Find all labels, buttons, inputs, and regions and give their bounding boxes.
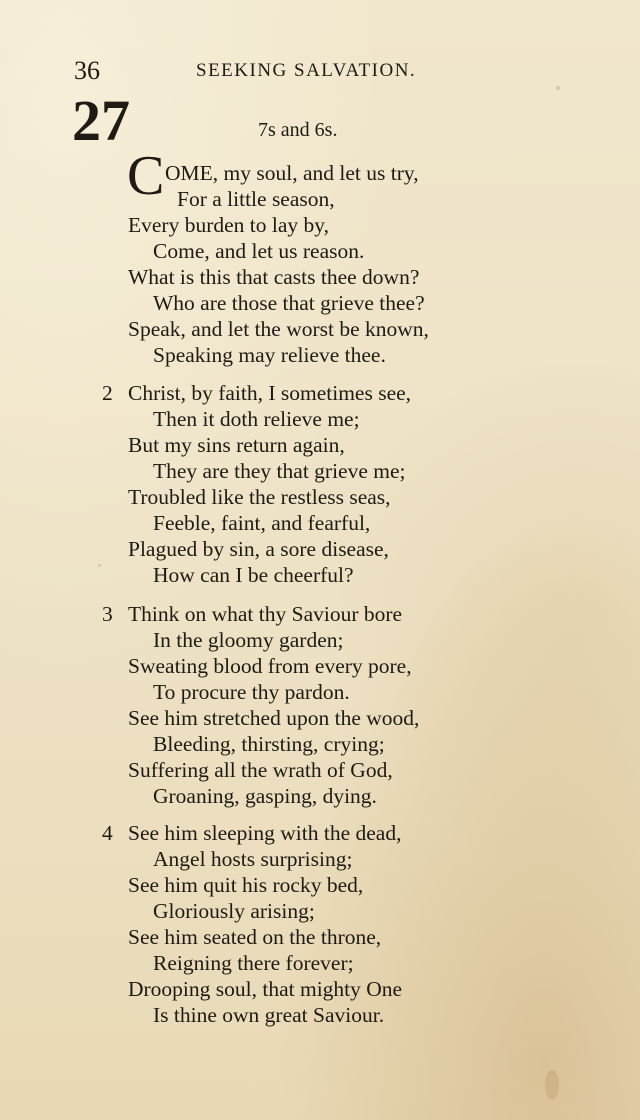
verse-line: Plagued by sin, a sore disease, bbox=[128, 537, 389, 561]
verse-line: Come, and let us reason. bbox=[153, 239, 365, 263]
verse-line: Who are those that grieve thee? bbox=[153, 291, 425, 315]
verse-line: But my sins return again, bbox=[128, 433, 345, 457]
verse-line: Is thine own great Saviour. bbox=[153, 1003, 385, 1027]
hymn-number: 27 bbox=[72, 88, 130, 153]
verse-line: See him seated on the throne, bbox=[128, 925, 382, 949]
page-number: 36 bbox=[74, 56, 100, 85]
verse-line: See him stretched upon the wood, bbox=[128, 706, 420, 730]
verse-line: They are they that grieve me; bbox=[153, 459, 406, 483]
paper-speck bbox=[556, 86, 560, 90]
stanza-number: 4 bbox=[102, 821, 113, 845]
verse-line: Think on what thy Saviour bore bbox=[128, 602, 403, 626]
verse-line: Feeble, faint, and fearful, bbox=[153, 511, 371, 535]
running-head: SEEKING SALVATION. bbox=[196, 60, 417, 81]
verse-line: How can I be cheerful? bbox=[153, 563, 354, 587]
verse-line: Reigning there forever; bbox=[153, 951, 354, 975]
verse-line: Sweating blood from every pore, bbox=[128, 654, 412, 678]
verse-line: OME, my soul, and let us try, bbox=[165, 161, 419, 185]
verse-line: Angel hosts surprising; bbox=[153, 847, 353, 871]
verse-line: Every burden to lay by, bbox=[128, 213, 330, 237]
verse-line: For a little season, bbox=[177, 187, 335, 211]
verse-line: Gloriously arising; bbox=[153, 899, 315, 923]
verse-line: What is this that casts thee down? bbox=[128, 265, 420, 289]
verse-line: Speak, and let the worst be known, bbox=[128, 317, 429, 341]
verse-line: Then it doth relieve me; bbox=[153, 407, 360, 431]
verse-line: Speaking may relieve thee. bbox=[153, 343, 386, 367]
verse-line: Troubled like the restless seas, bbox=[128, 485, 391, 509]
hymn-meter: 7s and 6s. bbox=[258, 119, 338, 141]
verse-line: Christ, by faith, I sometimes see, bbox=[128, 381, 412, 405]
stanza-number: 3 bbox=[102, 602, 113, 626]
drop-cap: C bbox=[127, 145, 165, 207]
paper-speck bbox=[98, 564, 101, 567]
paper-speck bbox=[545, 1070, 559, 1100]
verse-line: To procure thy pardon. bbox=[153, 680, 350, 704]
verse-line: Drooping soul, that mighty One bbox=[128, 977, 403, 1001]
stanza-number: 2 bbox=[102, 381, 113, 405]
verse-line: Bleeding, thirsting, crying; bbox=[153, 732, 385, 756]
verse-line: See him sleeping with the dead, bbox=[128, 821, 402, 845]
verse-line: In the gloomy garden; bbox=[153, 628, 344, 652]
verse-line: See him quit his rocky bed, bbox=[128, 873, 364, 897]
verse-line: Groaning, gasping, dying. bbox=[153, 784, 377, 808]
verse-line: Suffering all the wrath of God, bbox=[128, 758, 393, 782]
